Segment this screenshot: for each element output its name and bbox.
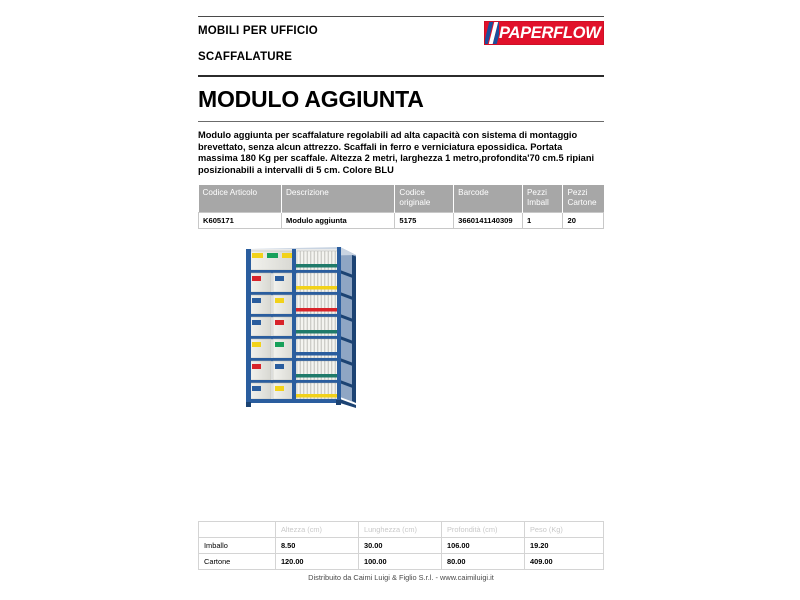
- cell-codice-articolo: K605171: [199, 212, 282, 228]
- cell-cartone-profondita: 80.00: [441, 554, 524, 570]
- table-row: [199, 212, 604, 228]
- cell-barcode: 3660141140309: [454, 212, 523, 228]
- cell-cartone-lunghezza: 100.00: [358, 554, 441, 570]
- dimensions-header-row: [199, 522, 604, 538]
- dimensions-table: [198, 521, 604, 570]
- col-codice-articolo: Codice Articolo: [199, 185, 282, 212]
- col-lunghezza: Lunghezza (cm): [358, 522, 441, 538]
- col-descrizione: Descrizione: [282, 185, 395, 212]
- table-row: [199, 554, 604, 570]
- cell-cartone-label: Cartone: [199, 554, 276, 570]
- header-bottom-rule: [198, 75, 604, 77]
- cell-descrizione: Modulo aggiunta: [282, 212, 395, 228]
- document-header: [198, 16, 604, 176]
- cell-imballo-profondita: 106.00: [441, 538, 524, 554]
- logo-wordmark: PAPERFLOW: [499, 23, 601, 42]
- col-altezza: Altezza (cm): [275, 522, 358, 538]
- product-image-area: [198, 235, 604, 535]
- product-description: Modulo aggiunta per scaffalature regolabili ad alta capacità con sistema di montaggio brevettato, senza alcun attrezzo. Scaffali in ferro e verniciatura epossidica. Portata massima 180 Kg per scaffale. Altezza 2 metri, larghezza 1 metro,profondita'70 cm.5 ripiani posizionabili a intervalli di 5 cm. Colore BLU: [198, 130, 595, 175]
- cell-codice-originale: 5175: [395, 212, 454, 228]
- col-pezzi-cartone: Pezzi Cartone: [563, 185, 604, 212]
- page-content: [198, 0, 604, 600]
- col-codice-originale: Codice originale: [395, 185, 454, 212]
- page-footer: Distribuito da Caimi Luigi & Figlio S.r.l. - www.caimiluigi.it: [308, 573, 494, 582]
- cell-imballo-peso: 19.20: [524, 538, 603, 554]
- cell-imballo-lunghezza: 30.00: [358, 538, 441, 554]
- title-underline-rule: [198, 121, 604, 122]
- logo-stripes-icon: [485, 22, 499, 44]
- dimensions-section: [198, 521, 604, 570]
- cell-pezzi-imball: 1: [522, 212, 563, 228]
- page-title: MODULO AGGIUNTA: [198, 86, 424, 112]
- product-table-header-row: [199, 185, 604, 212]
- category-kicker-secondary: SCAFFALATURE: [198, 51, 293, 63]
- cell-imballo-label: Imballo: [199, 538, 276, 554]
- cell-pezzi-cartone: 20: [563, 212, 604, 228]
- col-dim-blank: [199, 522, 276, 538]
- col-profondita: Profondità (cm): [441, 522, 524, 538]
- col-pezzi-imball: Pezzi Imball: [522, 185, 563, 212]
- cell-cartone-altezza: 120.00: [275, 554, 358, 570]
- product-photo-shelving-unit: [236, 235, 366, 410]
- product-table: [198, 185, 604, 228]
- col-peso: Peso (Kg): [524, 522, 603, 538]
- cell-imballo-altezza: 8.50: [275, 538, 358, 554]
- header-top-rule: [198, 16, 604, 17]
- table-row: [199, 538, 604, 554]
- category-kicker-primary: MOBILI PER UFFICIO: [198, 25, 318, 37]
- col-barcode: Barcode: [454, 185, 523, 212]
- cell-cartone-peso: 409.00: [524, 554, 603, 570]
- paperflow-logo: [484, 21, 604, 45]
